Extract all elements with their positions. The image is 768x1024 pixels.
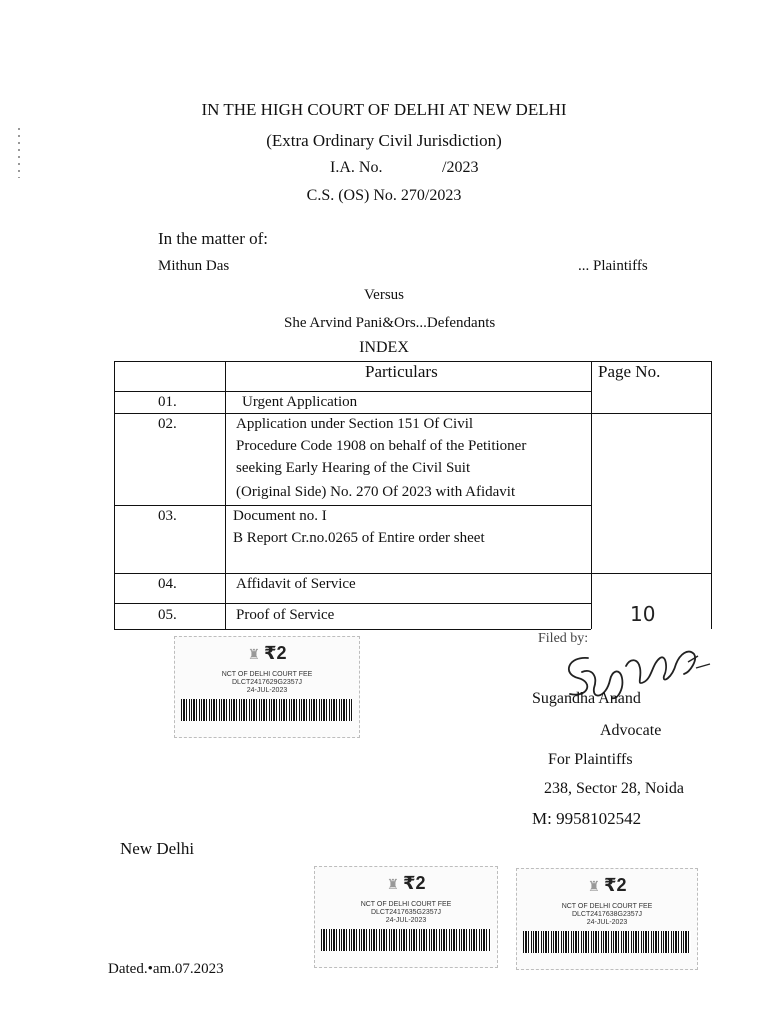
row-number: 05. — [158, 607, 177, 623]
place: New Delhi — [120, 839, 195, 858]
date-line: Dated.•am.07.2023 — [108, 961, 224, 977]
table-rule — [114, 573, 711, 574]
row-number: 02. — [158, 416, 177, 432]
page-number-handwritten: 10 — [630, 602, 656, 626]
versus: Versus — [364, 287, 404, 303]
jurisdiction: (Extra Ordinary Civil Jurisdiction) — [266, 131, 502, 150]
emblem-icon: ♜ — [386, 876, 399, 892]
court-fee-stamp — [314, 866, 498, 968]
table-rule — [114, 629, 591, 630]
defendant-name: She Arvind Pani&Ors...Defendants — [284, 315, 496, 331]
row-particular: Procedure Code 1908 on behalf of the Petitioner — [236, 438, 527, 454]
emblem-icon: ♜ — [587, 878, 600, 894]
table-rule — [591, 361, 592, 629]
barcode — [181, 699, 353, 721]
stamp-label: NCT OF DELHI COURT FEE — [221, 671, 313, 678]
stamp-code: DLCT2417635G2357J — [370, 909, 442, 916]
court-fee-stamp — [174, 636, 360, 738]
stamp-date: 24-JUL-2023 — [385, 917, 427, 924]
row-particular: Proof of Service — [236, 607, 335, 623]
ia-number — [330, 159, 479, 177]
stamp-amount: ♜ ₹2 — [587, 875, 627, 895]
row-particular: Affidavit of Service — [236, 576, 356, 592]
table-rule — [225, 361, 226, 629]
header-page-no: Page No. — [598, 362, 661, 381]
stamp-code: DLCT2417629G2357J — [231, 679, 303, 686]
row-number: 03. — [158, 508, 177, 524]
stamp-code: DLCT2417638G2357J — [571, 911, 643, 918]
row-particular: Application under Section 151 Of Civil — [236, 416, 474, 432]
row-particular: Urgent Application — [242, 394, 358, 410]
table-rule — [114, 361, 115, 629]
advocate-name: Sugandha Anand — [532, 690, 641, 707]
table-rule — [114, 505, 591, 506]
header-particulars: Particulars — [365, 362, 438, 381]
emblem-icon: ♜ — [247, 646, 260, 662]
advocate-address: 238, Sector 28, Noida — [544, 780, 684, 797]
stamp-amount: ♜ ₹2 — [386, 873, 426, 893]
table-rule — [711, 361, 712, 629]
barcode — [523, 931, 691, 953]
row-number: 04. — [158, 576, 177, 592]
row-particular: (Original Side) No. 270 Of 2023 with Afidavit — [236, 484, 516, 500]
plaintiff-role: ... Plaintiffs — [578, 258, 648, 274]
court-title: IN THE HIGH COURT OF DELHI AT NEW DELHI — [201, 100, 567, 119]
row-particular: Document no. I — [233, 508, 327, 524]
filed-by-label: Filed by: — [538, 631, 589, 646]
court-fee-stamp — [516, 868, 698, 970]
row-particular: B Report Cr.no.0265 of Entire order sheet — [233, 530, 485, 546]
suit-number: C.S. (OS) No. 270/2023 — [306, 187, 462, 204]
row-particular: seeking Early Hearing of the Civil Suit — [236, 460, 471, 476]
stamp-date: 24-JUL-2023 — [586, 919, 628, 926]
table-rule — [114, 603, 591, 604]
barcode — [321, 929, 491, 951]
ia-year: /2023 — [442, 159, 479, 176]
stamp-label: NCT OF DELHI COURT FEE — [360, 901, 452, 908]
stamp-label: NCT OF DELHI COURT FEE — [561, 903, 653, 910]
stamp-amount: ♜ ₹2 — [247, 643, 287, 663]
row-number: 01. — [158, 394, 177, 410]
ia-prefix: I.A. No. — [330, 159, 383, 176]
advocate-mobile: M: 9958102542 — [532, 809, 642, 828]
stamp-date: 24-JUL-2023 — [246, 687, 288, 694]
advocate-title: Advocate — [600, 722, 662, 739]
matter-intro: In the matter of: — [158, 229, 268, 248]
for-plaintiffs: For Plaintiffs — [548, 751, 633, 768]
index-title: INDEX — [359, 339, 409, 356]
plaintiff-name: Mithun Das — [158, 258, 230, 274]
